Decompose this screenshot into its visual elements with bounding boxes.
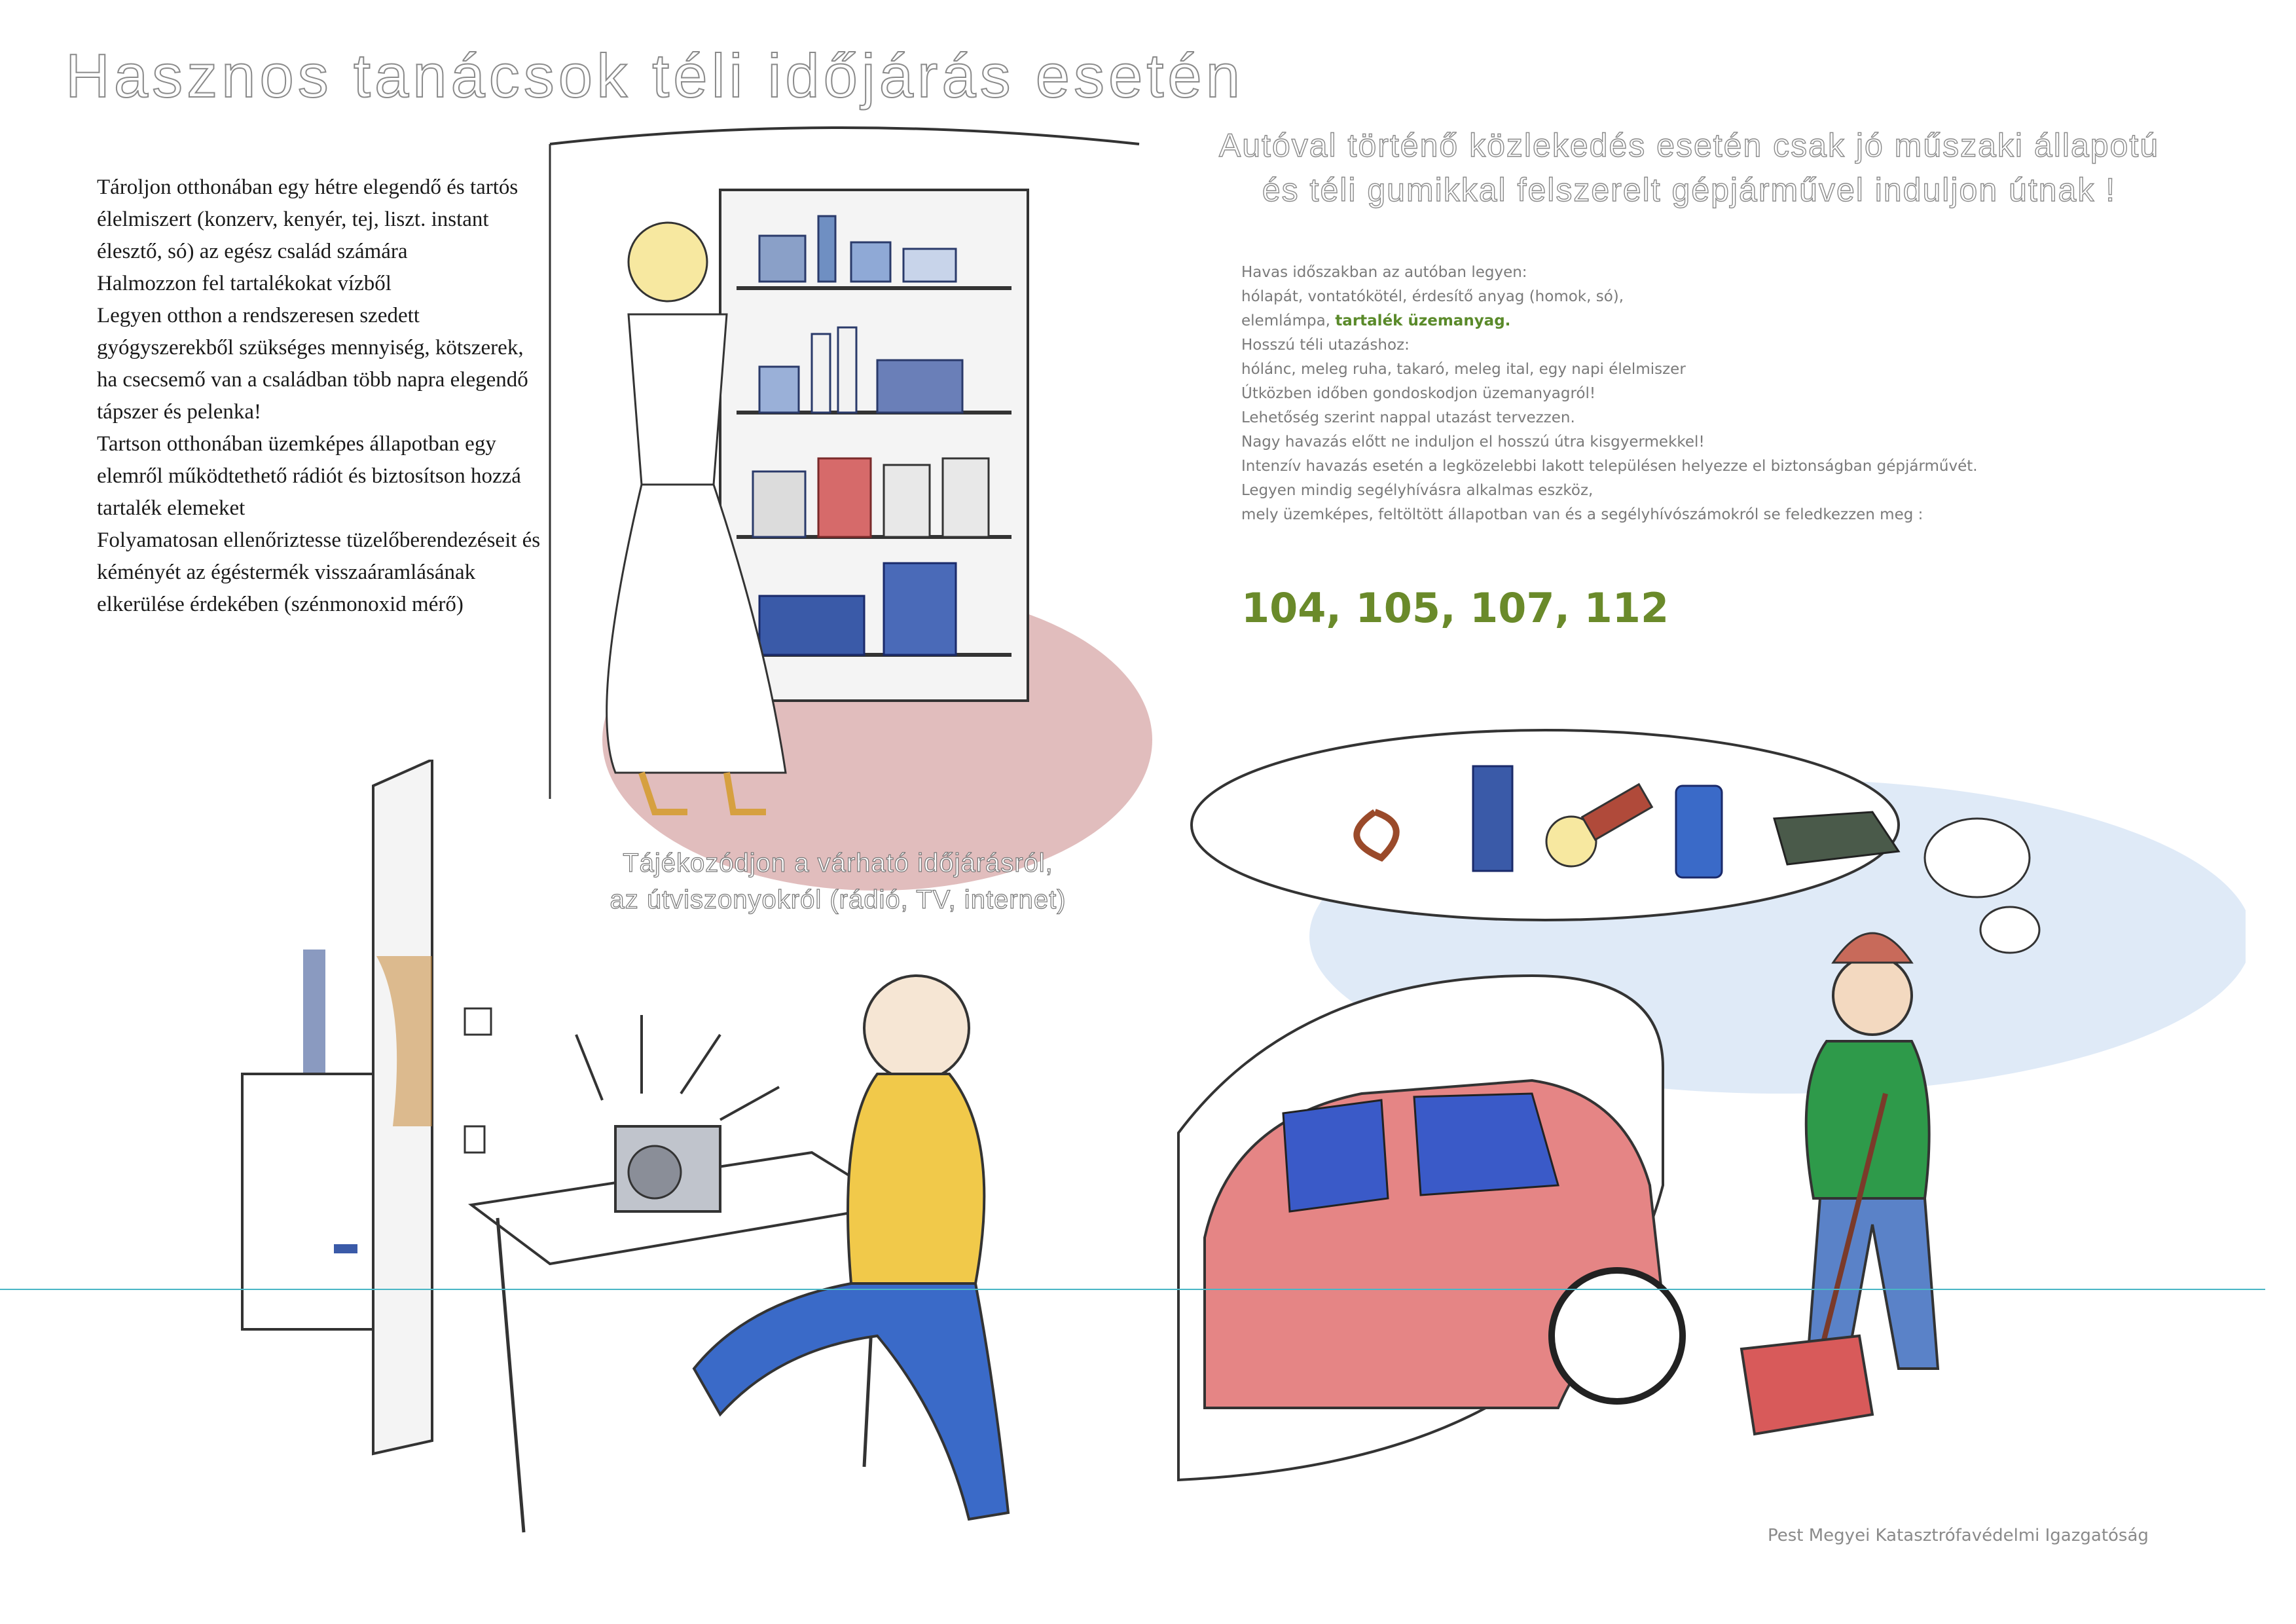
snow-shovel [1741,1336,1872,1434]
car-advice-line: hólánc, meleg ruha, takaró, meleg ital, egy napi élelmiszer [1241,361,1686,378]
car-advice-line: Intenzív havazás esetén a legközelebbi lakott településen helyezze el biztonságban gépjárművét. [1241,458,1978,475]
car-advice-line [1241,309,2223,333]
emergency-numbers: 104, 105, 107, 112 [1241,584,1669,632]
car-advice-list [1241,261,2223,527]
car-heading [1192,123,2187,212]
home-tips-list [97,172,549,621]
weather-line: az útviszonyokról (rádió, TV, internet) [610,885,1066,914]
page-title: Hasznos tanácsok téli időjárás esetén [65,41,1244,110]
car-illustration [1165,727,2246,1513]
home-tip: Halmozzon fel tartalékokat vízből [97,272,392,295]
man-trousers [694,1283,1008,1519]
highlight-fuel: tartalék üzemanyag. [1335,312,1511,329]
car-advice-line: Nagy havazás előtt ne induljon el hosszú útra kisgyermekkel! [1241,434,1705,451]
home-tip: Folyamatosan ellenőriztesse tüzelőberendezéseit és kéményét az égéstermék visszaáramlásának elkerülése érdekében (szénmonoxid mérő) [97,528,541,616]
car-advice-line: hólapát, vontatókötél, érdesítő anyag (homok, só), [1241,288,1624,305]
boiler [242,1074,373,1329]
driver-head [1833,956,1912,1035]
home-tip: Legyen otthon a rendszeresen szedett gyógyszerekből szükséges mennyiség, kötszerek, ha csecsemő van a családban több napra elegendő tápszer és pelenka! [97,304,528,424]
car-advice-line: Lehetőség szerint nappal utazást tervezzen. [1241,409,1575,426]
car-advice-line: Útközben időben gondoskodjon üzemanyagról! [1241,385,1596,402]
car-heading-line: és téli gumikkal felszerelt gépjárművel induljon útnak ! [1262,172,2117,208]
car-advice-line: Legyen mindig segélyhívásra alkalmas eszköz, [1241,482,1594,499]
car-wheel [1552,1270,1683,1401]
car-heading-line: Autóval történő közlekedés esetén csak jó műszaki állapotú [1218,127,2160,164]
woman-head [629,223,707,301]
weather-line: Tájékozódjon a várható időjárásról, [623,849,1053,877]
footer-organization: Pest Megyei Katasztrófavédelmi Igazgatóság [1768,1526,2149,1545]
car-advice-line: Havas időszakban az autóban legyen: [1241,264,1527,281]
car-advice-line: mely üzemképes, feltöltött állapotban van és a segélyhívószámokról se feledkezzen meg : [1241,506,1923,523]
shovel-bag-icon [1473,766,1512,871]
man-head [864,976,969,1080]
car-advice-text: elemlámpa, [1241,312,1330,329]
car-advice-line: Hosszú téli utazáshoz: [1241,337,1410,354]
home-tip: Tartson otthonában üzemképes állapotban egy elemről működtethető rádiót és biztosítson hozzá tartalék elemeket [97,432,521,520]
man-sweater [848,1074,984,1283]
home-tip: Tároljon otthonában egy hétre elegendő és tartós élelmiszert (konzerv, kenyér, tej, liszt. instant élesztő, só) az egész család számára [97,175,519,263]
phone-icon [1676,786,1722,877]
guide-line [0,1289,2265,1290]
weather-info [550,845,1126,918]
